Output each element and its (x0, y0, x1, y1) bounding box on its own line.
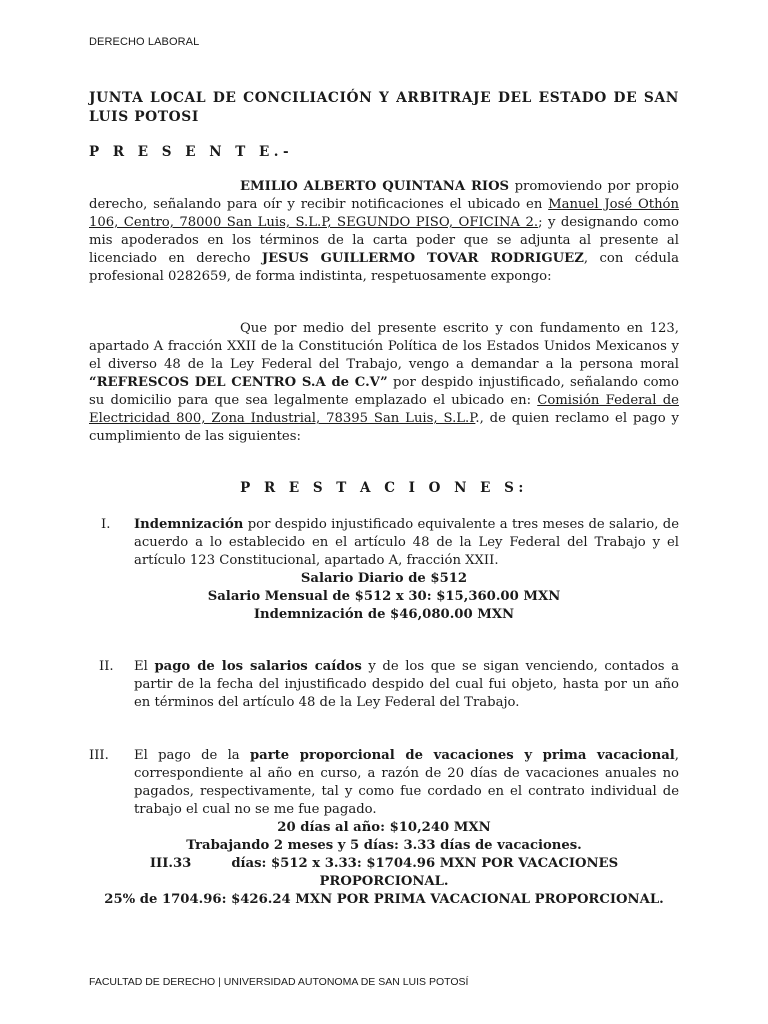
salary-daily: Salario Diario de $512 (300, 571, 468, 586)
demand-text-2: por despido injustificado, señalando como su domicilio para que sea legalmente emplazado el ubicado en: (89, 375, 679, 408)
company-address: Comisión Federal de Electricidad 800, Zona Industrial, 78395 San Luis, S.L.P (89, 393, 679, 426)
plaintiff-address: Manuel José Othón 106, Centro, 78000 San Luis, S.L.P, SEGUNDO PISO, OFICINA 2. (89, 197, 679, 230)
demand-text-3: ., de quien reclamo el pago y cumplimiento de las siguientes: (89, 411, 679, 444)
prestaciones-heading: P R E S T A C I O N E S: (240, 480, 528, 496)
vacation-annual: 20 días al año: $10,240 MXN (277, 820, 491, 835)
item-text: por despido injustificado equivalente a tres meses de salario, de acuerdo a lo establecido en el artículo 48 de la Ley Federal del Trabajo y el artículo 123 Constitucional, apartado A, fracción XXII. (134, 517, 679, 568)
vacation-days-worked: Trabajando 2 meses y 5 días: 3.33 días de vacaciones. (186, 838, 582, 853)
list-item (89, 516, 679, 624)
intro-text-2: ; y designando como mis apoderados en los términos de la carta poder que se adjunta al presente al licenciado en derecho (89, 215, 679, 266)
list-item (89, 658, 679, 712)
prima-vacacional: 25% de 1704.96: $426.24 MXN POR PRIMA VACACIONAL PROPORCIONAL. (104, 892, 664, 907)
company-name: “REFRESCOS DEL CENTRO S.A de C.V” (89, 375, 388, 390)
intro-text-1: promoviendo por propio derecho, señalando para oír y recibir notificaciones el ubicado en (89, 179, 679, 212)
page-header: DERECHO LABORAL (89, 36, 200, 48)
item-pre: El pago de la (134, 748, 250, 763)
demand-text-1: Que por medio del presente escrito y con fundamento en 123, apartado A fracción XXII de la Constitución Política de los Estados Unidos Mexicanos y el diverso 48 de la Ley Federal del Trabajo, vengo a demandar a la persona moral (89, 321, 679, 372)
calc-text: días: $512 x 3.33: $1704.96 MXN POR VACACIONES PROPORCIONAL. (231, 856, 619, 889)
calc-prefix: III.33 (149, 856, 192, 871)
document-title: JUNTA LOCAL DE CONCILIACIÓN Y ARBITRAJE DEL ESTADO DE SAN LUIS POTOSI (89, 90, 679, 125)
item-bold: pago de los salarios caídos (154, 659, 362, 674)
salary-monthly: Salario Mensual de $512 x 30: $15,360.00 MXN (207, 589, 561, 604)
list-item (89, 747, 679, 909)
item-text: y de los que se sigan venciendo, contados a partir de la fecha del injustificado despido del cual fui objeto, hasta por un año en términos del artículo 48 de la Ley Federal del Trabajo. (134, 659, 679, 710)
item-text: , correspondiente al año en curso, a razón de 20 días de vacaciones anuales no pagados, respectivamente, tal y como fue cordado en el contrato individual de trabajo el cual no se me fue pagado. (134, 748, 679, 817)
demand-paragraph (89, 320, 679, 446)
page-footer: FACULTAD DE DERECHO | UNIVERSIDAD AUTONOMA DE SAN LUIS POTOSÍ (89, 976, 469, 988)
item-number: III. (89, 748, 109, 763)
intro-text-3: , con cédula profesional 0282659, de forma indistinta, respetuosamente expongo: (89, 251, 680, 284)
item-number: I. (101, 517, 111, 532)
intro-paragraph (89, 178, 679, 286)
item-bold: Indemnización (134, 517, 244, 532)
lawyer-name: JESUS GUILLERMO TOVAR RODRIGUEZ (261, 251, 584, 266)
plaintiff-name: EMILIO ALBERTO QUINTANA RIOS (240, 179, 510, 194)
presente-heading: P R E S E N T E.- (89, 144, 294, 160)
item-bold: parte proporcional de vacaciones y prima vacacional (249, 748, 675, 763)
item-pre: El (134, 659, 155, 674)
vacation-proportional (89, 855, 679, 891)
item-number: II. (99, 659, 114, 674)
indemnity-total: Indemnización de $46,080.00 MXN (253, 607, 515, 622)
